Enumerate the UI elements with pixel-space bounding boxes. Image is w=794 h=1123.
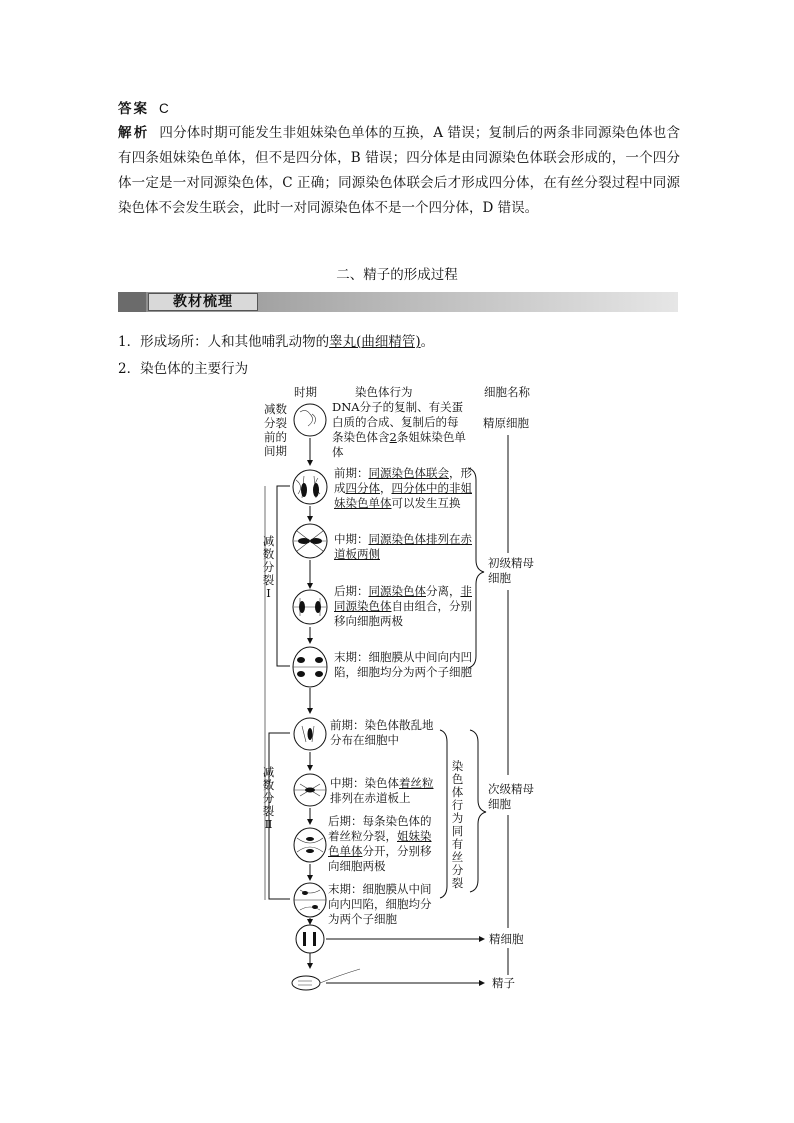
header-period: 时期 [294, 385, 317, 399]
section-title: 二、精子的形成过程 [336, 267, 458, 283]
item-formation-site [118, 330, 434, 350]
cell-secondary-spermatocyte: 次级精母细胞 [488, 782, 534, 811]
answer-label: 答案 [118, 101, 149, 117]
m2-metaphase-text: 中期：染色体着丝粒排列在赤道板上 [330, 776, 434, 805]
m2-telophase-text: 末期：细胞膜从中间向内凹陷，细胞均分为两个子细胞 [328, 882, 432, 926]
m2-bracket-note: 染色体行为同有丝分裂 [451, 759, 464, 890]
answer-line [118, 96, 680, 122]
cell-primary-spermatocyte: 初级精母细胞 [488, 556, 534, 585]
textbook-banner [118, 292, 678, 312]
m2-anaphase-text: 后期：每条染色体的着丝粒分裂，姐妹染色单体分开，分别移向细胞两极 [328, 814, 432, 873]
m1-telophase-text: 末期：细胞膜从中间向内凹陷，细胞均分为两个子细胞 [334, 650, 472, 679]
m1-prophase-text: 前期：同源染色体联会，形成四分体，四分体中的非姐妹染色单体可以发生互换 [334, 466, 472, 510]
analysis-label: 解析 [118, 125, 150, 141]
item1-prefix: 1．形成场所：人和其他哺乳动物的 [118, 334, 330, 350]
banner-label: 教材梳理 [148, 293, 258, 311]
meiosis2-label: 减数分裂Ⅱ [262, 765, 275, 831]
cell-spermatogonium: 精原细胞 [483, 416, 529, 430]
item1-answer: 睾丸(曲细精管) [329, 334, 421, 350]
m1-anaphase-text: 后期：同源染色体分离，非同源染色体自由组合，分别移向细胞两极 [334, 584, 472, 628]
m1-metaphase-text: 中期：同源染色体排列在赤道板两侧 [334, 532, 472, 561]
analysis-text: 四分体时期可能发生非姐妹染色单体的互换，A 错误；复制后的两条非同源染色体也含有四条姐妹染色单体，但不是四分体，B 错误；四分体是由同源染色体联会形成的，一个四分体一定是一对同源染色体，C 正确；同源染色体联会后才形成四分体，在有丝分裂过程中同源染色体不会发生联会，此时一对同源染色体不是一个四分体，D 错误。 [118, 125, 681, 216]
m2-prophase-text: 前期：染色体散乱地分布在细胞中 [330, 718, 434, 747]
header-cell-name: 细胞名称 [484, 385, 530, 399]
cell-sperm: 精子 [492, 976, 515, 990]
header-behavior: 染色体行为 [355, 385, 413, 399]
banner-dark-block [118, 292, 146, 312]
item-chromosome-behavior: 2．染色体的主要行为 [118, 361, 249, 377]
cell-spermatid: 精细胞 [489, 932, 524, 946]
interphase-desc: DNA分子的复制、有关蛋白质的合成、复制后的每条染色体含2条姐妹染色单体 [332, 400, 466, 459]
item1-suffix: 。 [420, 334, 435, 350]
meiosis1-label: 减数分裂Ⅰ [262, 534, 275, 600]
interphase-label: 减数分裂前的间期 [264, 402, 287, 458]
answer-value: C [159, 101, 169, 116]
analysis-paragraph [118, 121, 680, 221]
